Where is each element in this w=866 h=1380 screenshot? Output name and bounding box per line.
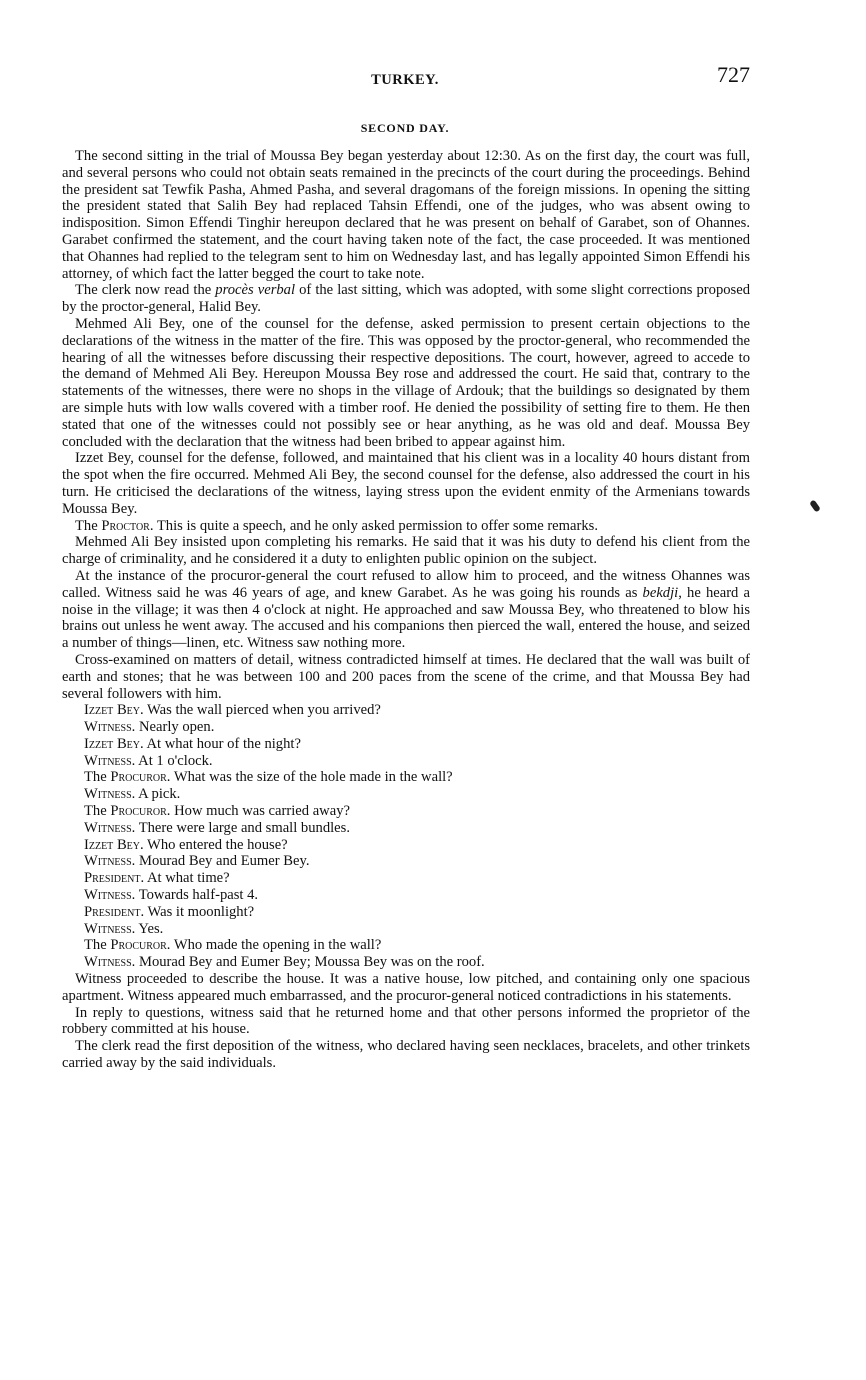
dialogue-line xyxy=(62,786,750,803)
speaker-name: Witness. xyxy=(84,920,136,937)
italic-term: bekdji xyxy=(642,584,679,601)
dialogue-line xyxy=(62,887,750,904)
dialogue-text: What was the size of the hole made in the wall? xyxy=(170,769,453,786)
dialogue-line xyxy=(62,719,750,736)
text-run: of the last sitting, which was adopted, with some slight corrections proposed by the proctor-general, Halid Bey. xyxy=(62,282,751,316)
speaker-name: Procuror. xyxy=(110,769,171,786)
dialogue-line xyxy=(62,921,750,938)
speaker-name: Witness. xyxy=(84,887,136,904)
dialogue-prefix: The xyxy=(84,937,111,954)
speaker-name: Procuror. xyxy=(110,803,171,820)
dialogue-text: At what hour of the night? xyxy=(143,735,301,752)
text-run: , he heard a noise in the village; it was then 4 o'clock at night. He approached and saw Moussa Bey, who threatened to blow his brains out unless he went away. The accused and his companions then pierced the wall, entered the house, and seized a number of things—linen, etc. Witness saw nothing more. xyxy=(62,584,750,652)
dialogue-line xyxy=(62,837,750,854)
dialogue-text: A pick. xyxy=(135,786,181,803)
speaker-name: Witness. xyxy=(84,719,136,736)
paragraph xyxy=(62,282,750,316)
text-run: The second sitting in the trial of Moussa Bey began yesterday about 12:30. As on the first day, the court was full, and several persons who could not obtain seats remained in the precincts of the court during the proceedings. Behind the president sat Tewfik Pasha, Ahmed Pasha, and several dragomans of the foreign missions. In opening the sitting the president stated that Salih Bey had replaced Tahsin Effendi, one of the judges, who was absent owing to indisposition. Simon Effendi Tinghir hereupon declared that he was present on behalf of Garabet, son of Ohannes. Garabet confirmed the statement, and the court having taken note of the fact, the case proceeded. It was mentioned that Ohannes had replied to the telegram sent to him on Wednesday last, and has legally appointed Simon Effendi his attorney, of which fact the latter begged the court to take note. xyxy=(62,148,750,282)
text-run: Izzet Bey, counsel for the defense, followed, and maintained that his client was in a locality 40 hours distant from the spot when the fire occurred. Mehmed Ali Bey, the second counsel for the defense, also addressed the court in his turn. He criticised the declarations of the witness, laying stress upon the evident enmity of the Armenians towards Moussa Bey. xyxy=(62,450,750,517)
dialogue-text: At what time? xyxy=(144,870,230,887)
dialogue-prefix: The xyxy=(84,769,111,786)
dialogue-line xyxy=(62,954,750,971)
speaker-name: Witness. xyxy=(84,819,136,836)
dialogue-text: How much was carried away? xyxy=(170,803,350,820)
dialogue-prefix: The xyxy=(84,803,111,820)
dialogue-line xyxy=(62,870,750,887)
dialogue-text: Mourad Bey and Eumer Bey. xyxy=(135,853,310,870)
text-run: The clerk read the first deposition of the witness, who declared having seen necklaces, bracelets, and other trinkets carried away by the said individuals. xyxy=(62,1038,750,1072)
text-run: In reply to questions, witness said that he returned home and that other persons informed the proprietor of the robbery committed at his house. xyxy=(62,1004,750,1038)
speaker-name: Proctor. xyxy=(101,517,154,534)
dialogue-text: At 1 o'clock. xyxy=(135,752,213,769)
dialogue-line xyxy=(62,904,750,921)
dialogue-line xyxy=(62,853,750,870)
paragraph xyxy=(62,1005,750,1039)
speaker-name: President. xyxy=(84,870,145,887)
speaker-name: Izzet Bey. xyxy=(84,735,144,752)
ink-blot xyxy=(809,499,821,512)
speaker-name: Witness. xyxy=(84,954,136,971)
text-run: The xyxy=(75,517,102,534)
dialogue-text: Nearly open. xyxy=(135,719,215,736)
speaker-name: President. xyxy=(84,903,145,920)
dialogue-text: Yes. xyxy=(135,920,164,937)
dialogue-line xyxy=(62,702,750,719)
dialogue-text: There were large and small bundles. xyxy=(135,819,350,836)
speaker-name: Witness. xyxy=(84,786,136,803)
text-run: At the instance of the procuror-general the court refused to allow him to proceed, and the witness Ohannes was called. Witness said he was 46 years of age, and knew Garabet. As he was going his rounds as xyxy=(62,567,750,601)
text-run: Mehmed Ali Bey insisted upon completing his remarks. He said that it was his duty to defend his client from the charge of criminality, and he considered it a duty to enlighten public opinion on the subject. xyxy=(62,534,750,568)
page-number: 727 xyxy=(717,62,750,87)
running-head: TURKEY. xyxy=(371,72,439,88)
speaker-name: Izzet Bey. xyxy=(84,836,144,853)
dialogue-line xyxy=(62,820,750,837)
text-run: Witness proceeded to describe the house. It was a native house, low pitched, and containing only one spacious apartment. Witness appeared much embarrassed, and the procuror-general noticed contradictions in his statements. xyxy=(62,971,750,1004)
speaker-name: Witness. xyxy=(84,752,136,769)
text-run: Mehmed Ali Bey, one of the counsel for the defense, asked permission to present certain objections to the declarations of the witness in the matter of the fire. This was opposed by the proctor-general, who recommended the hearing of all the witnesses before discussing their respective depositions. The court, however, agreed to accede to the demand of Mehmed Ali Bey. Hereupon Moussa Bey rose and addressed the court. He said that, contrary to the statements of the witnesses, there were no shops in the village of Ardouk; that the buildings so designated by them are simple huts with low walls covered with a timber roof. He denied the possibility of setting fire to them. He then stated that one of the witnesses could not possibly see or hear anything, as he was old and deaf. Moussa Bey concluded with the declaration that the witness had been bribed to appear against him. xyxy=(62,315,750,450)
dialogue-text: Was the wall pierced when you arrived? xyxy=(143,702,381,719)
speaker-name: Izzet Bey. xyxy=(84,702,144,719)
text-run: Cross-examined on matters of detail, witness contradicted himself at times. He declared that the wall was built of earth and stones; that he was between 100 and 200 paces from the scene of the crime, and that Moussa Bey had several followers with him. xyxy=(62,651,750,702)
paragraph xyxy=(62,1038,750,1072)
italic-term: procès verbal xyxy=(215,282,296,299)
paragraph xyxy=(62,450,750,517)
paragraph xyxy=(62,148,750,282)
paragraph xyxy=(62,652,750,702)
dialogue-line xyxy=(62,753,750,770)
paragraph xyxy=(62,971,750,1005)
section-title: SECOND DAY. xyxy=(360,121,450,135)
dialogue-line xyxy=(62,769,750,786)
dialogue-text: Mourad Bey and Eumer Bey; Moussa Bey was on the roof. xyxy=(135,954,485,971)
dialogue-line xyxy=(62,803,750,820)
dialogue-text: Who entered the house? xyxy=(143,836,288,853)
body-text xyxy=(62,148,750,1072)
paragraph xyxy=(62,568,750,652)
paragraph xyxy=(62,518,750,535)
dialogue-line xyxy=(62,736,750,753)
paragraph xyxy=(62,534,750,568)
text-run: The clerk now read the xyxy=(75,282,216,299)
dialogue-text: Was it moonlight? xyxy=(144,903,255,920)
speaker-name: Witness. xyxy=(84,853,136,870)
text-run: This is quite a speech, and he only asked permission to offer some remarks. xyxy=(153,517,598,534)
dialogue-text: Who made the opening in the wall? xyxy=(170,937,382,954)
dialogue-line xyxy=(62,937,750,954)
speaker-name: Procuror. xyxy=(110,937,171,954)
paragraph xyxy=(62,316,750,450)
dialogue-text: Towards half-past 4. xyxy=(135,887,259,904)
